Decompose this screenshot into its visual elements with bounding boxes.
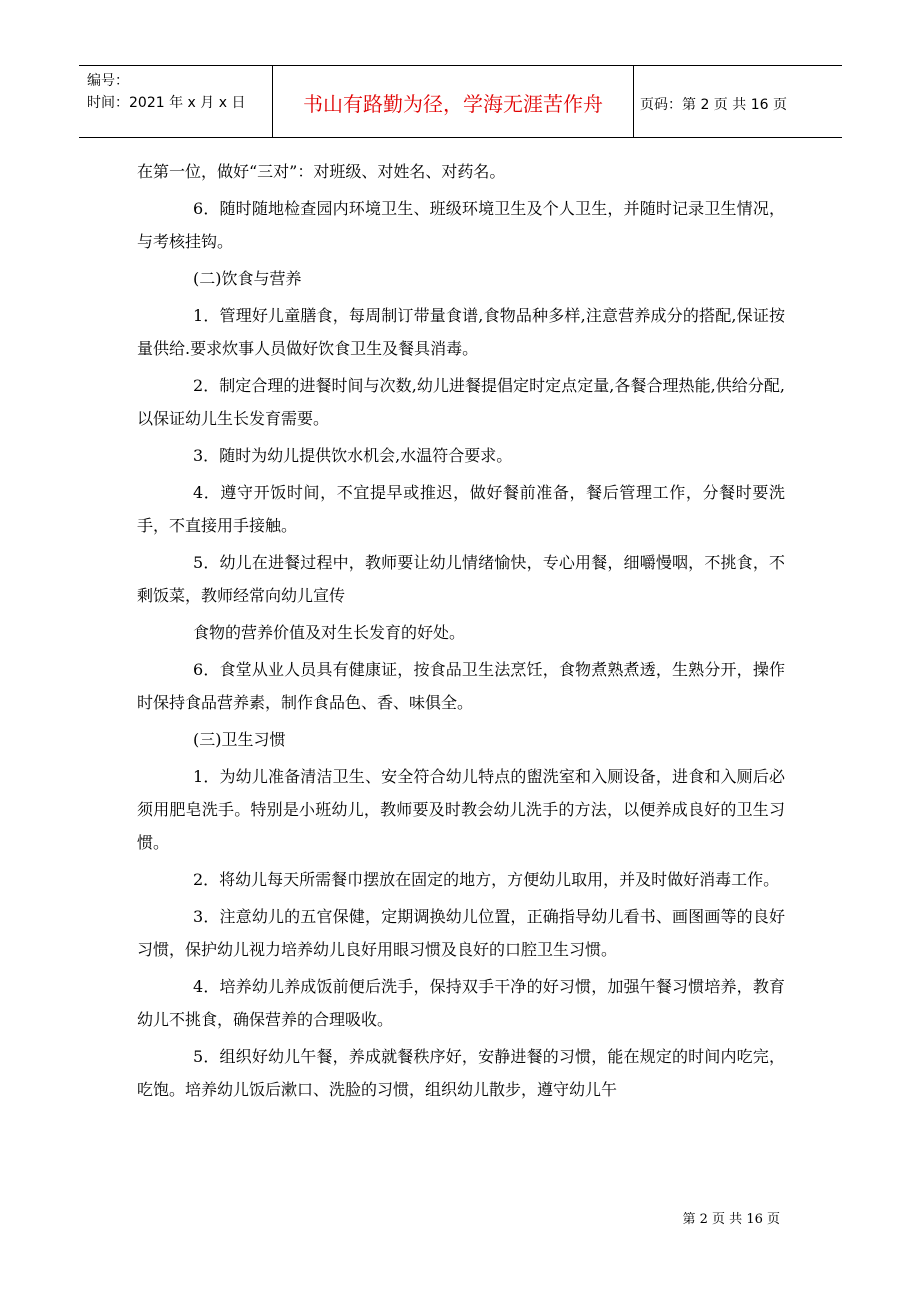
body-paragraph: 5．幼儿在进餐过程中，教师要让幼儿情绪愉快，专心用餐，细嚼慢咽，不挑食，不剩饭菜，教师经常向幼儿宣传	[137, 553, 785, 605]
header-motto: 书山有路勤为径，学海无涯苦作舟	[303, 92, 603, 116]
header-meta-cell	[79, 66, 273, 137]
document-number-label: 编号：	[87, 73, 129, 89]
body-paragraph: 2．制定合理的进餐时间与次数,幼儿进餐提倡定时定点定量,各餐合理热能,供给分配,以保证幼儿生长发育需要。	[137, 376, 785, 428]
header-page-cell	[634, 66, 842, 137]
header-page-info: 页码：第 2 页 共 16 页	[640, 97, 787, 113]
body-paragraph: 1．为幼儿准备清洁卫生、安全符合幼儿特点的盥洗室和入厕设备，进食和入厕后必须用肥皂洗手。特别是小班幼儿，教师要及时教会幼儿洗手的方法，以便养成良好的卫生习惯。	[137, 767, 785, 852]
page-header	[79, 65, 842, 138]
body-paragraph: 6．随时随地检查园内环境卫生、班级环境卫生及个人卫生，并随时记录卫生情况，与考核挂钩。	[137, 199, 785, 251]
header-motto-cell	[273, 66, 634, 137]
body-paragraph: 在第一位，做好“三对”：对班级、对姓名、对药名。	[137, 162, 506, 181]
body-paragraph: 4．培养幼儿养成饭前便后洗手，保持双手干净的好习惯，加强午餐习惯培养，教育幼儿不挑食，确保营养的合理吸收。	[137, 977, 785, 1029]
body-paragraph: 6．食堂从业人员具有健康证，按食品卫生法烹饪，食物煮熟煮透，生熟分开，操作时保持食品营养素，制作食品色、香、味俱全。	[137, 660, 785, 712]
body-paragraph: 5．组织好幼儿午餐，养成就餐秩序好，安静进餐的习惯，能在规定的时间内吃完，吃饱。培养幼儿饭后漱口、洗脸的习惯，组织幼儿散步，遵守幼儿午	[137, 1047, 785, 1099]
body-paragraph: 3．注意幼儿的五官保健，定期调换幼儿位置，正确指导幼儿看书、画图画等的良好习惯，保护幼儿视力培养幼儿良好用眼习惯及良好的口腔卫生习惯。	[137, 907, 785, 959]
body-paragraph: 食物的营养价值及对生长发育的好处。	[193, 623, 466, 642]
body-paragraph: 4．遵守开饭时间，不宜提早或推迟，做好餐前准备，餐后管理工作，分餐时要洗手，不直接用手接触。	[137, 483, 785, 535]
body-paragraph: 1．管理好儿童膳食，每周制订带量食谱,食物品种多样,注意营养成分的搭配,保证按量供给.要求炊事人员做好饮食卫生及餐具消毒。	[137, 306, 785, 358]
body-paragraph: 3．随时为幼儿提供饮水机会,水温符合要求。	[193, 446, 513, 465]
document-body	[137, 155, 785, 1110]
body-paragraph: 2．将幼儿每天所需餐巾摆放在固定的地方，方便幼儿取用，并及时做好消毒工作。	[193, 870, 780, 889]
body-paragraph: (三)卫生习惯	[193, 730, 286, 749]
page-footer: 第 2 页 共 16 页	[682, 1212, 780, 1227]
document-time-label: 时间：2021 年 x 月 x 日	[87, 95, 246, 111]
body-paragraph: (二)饮食与营养	[193, 269, 302, 288]
